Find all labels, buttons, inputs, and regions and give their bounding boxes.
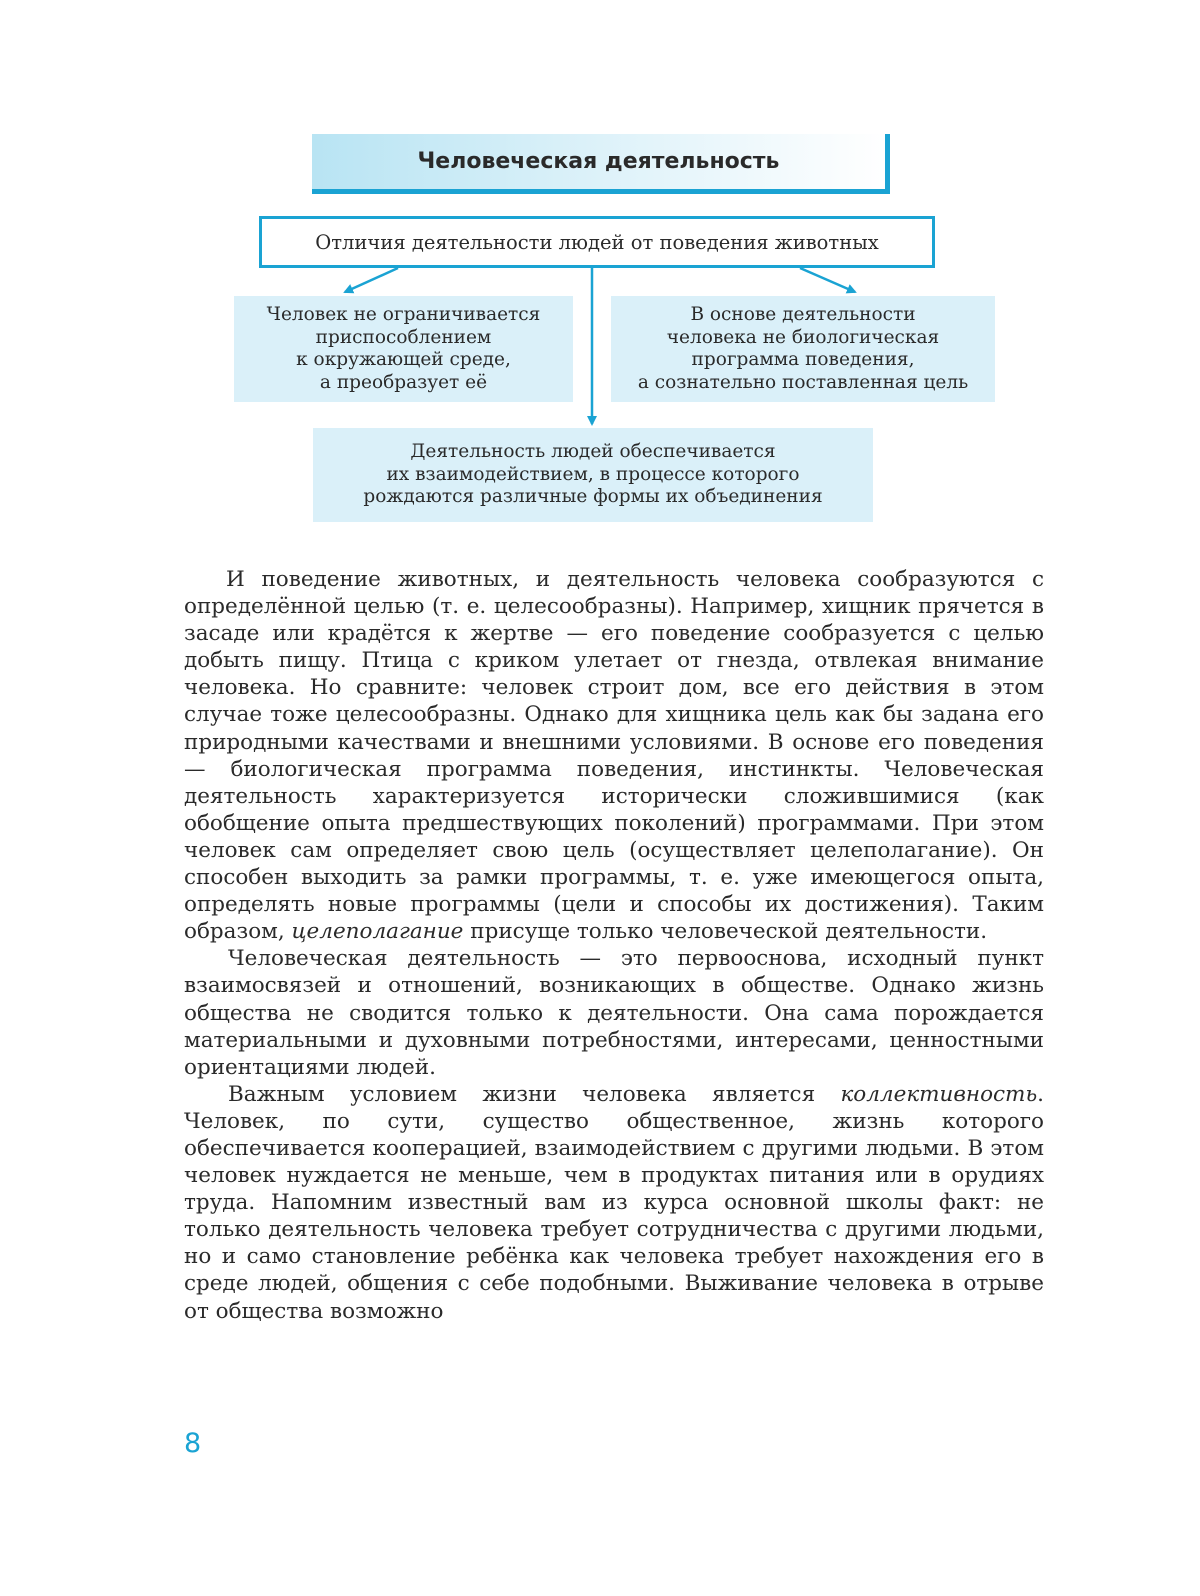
differences-box: Отличия деятельности людей от поведения животных	[259, 216, 935, 268]
body-text	[184, 566, 1044, 1325]
term-collectivity: коллективность	[840, 1081, 1038, 1107]
arrow-right	[800, 268, 855, 292]
paragraph-1-after: присуще только человеческой деятельности.	[463, 919, 988, 945]
paragraph-3	[184, 1081, 1044, 1325]
paragraph-1-before: И поведение животных, и деятельность человека сообразуются с определённой целью (т. е. целесообразны). Например, хищник прячется в засаде или крадётся к жертве — его поведение сообразуется с целью добыть пищу. Птица с криком улетает от гнезда, отвлекая внимание человека. Но сравните: человек строит дом, все его действия в этом случае тоже целесообразны. Однако для хищника цель как бы задана его природными качествами и внешними условиями. В основе его поведения — биологическая программа поведения, инстинкты. Человеческая деятельность характеризуется исторически сложившимися (как обобщение опыта предшествующих поколений) программами. При этом человек сам определяет свою цель (осуществляет целеполагание). Он способен выходить за рамки программы, т. е. уже имеющегося опыта, определять новые программы (цели и способы их достижения). Таким образом,	[184, 567, 1044, 945]
diagram	[0, 0, 1200, 540]
term-goal-setting: целеполагание	[291, 919, 464, 945]
paragraph-2: Человеческая деятельность — это первооснова, исходный пункт взаимосвязей и отношений, возникающих в обществе. Однако жизнь общества не сводится только к деятельности. Она сама порождается материальными и духовными потребностями, интересами, ценностными ориентациями людей.	[184, 946, 1044, 1080]
left-box: Человек не ограничивается приспособлением к окружающей среде, а преобразует её	[234, 296, 573, 402]
arrow-left	[345, 268, 398, 292]
paragraph-3-before: Важным условием жизни человека является	[228, 1081, 841, 1107]
right-box: В основе деятельности человека не биологическая программа поведения, а сознательно поставленная цель	[611, 296, 995, 402]
bottom-box: Деятельность людей обеспечивается их взаимодействием, в процессе которого рождаются различные формы их объединения	[313, 428, 873, 522]
paragraph-3-after: . Человек, по сути, существо общественное, жизнь которого обеспечивается кооперацией, взаимодействием с другими людьми. В этом человек нуждается не меньше, чем в продуктах питания или в орудиях труда. Напомним известный вам из курса основной школы факт: не только деятельность человека требует сотрудничества с другими людьми, но и само становление ребёнка как человека требует нахождения его в среде людей, общения с себе подобными. Выживание человека в отрыве от общества возможно	[184, 1081, 1044, 1324]
page-number: 8	[184, 1428, 202, 1459]
diagram-title: Человеческая деятельность	[312, 134, 890, 194]
paragraph-1	[184, 566, 1044, 945]
